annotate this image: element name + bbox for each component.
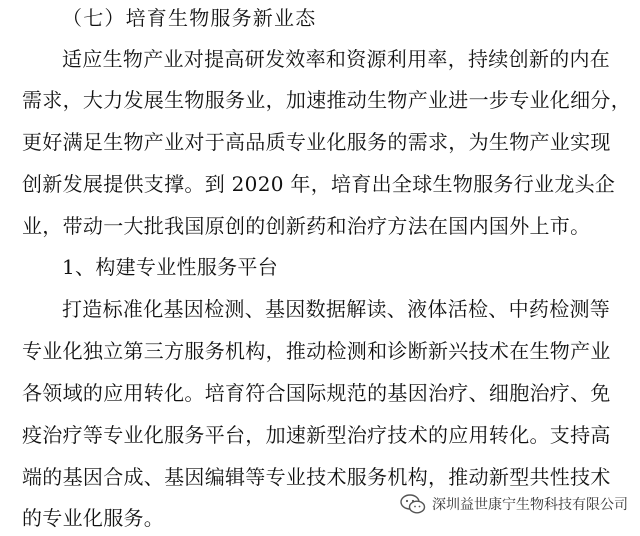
section-heading: （七）培育生物服务新业态 (62, 6, 317, 30)
wechat-icon (400, 494, 426, 514)
paragraph2-line-5: 端的基因合成、基因编辑等专业技术服务机构，推动新型共性技术 (22, 465, 611, 489)
paragraph1-line-1: 适应生物产业对提高研发效率和资源利用率，持续创新的内在 (62, 47, 611, 71)
paragraph2-line-4: 疫治疗等专业化服务平台，加速新型治疗技术的应用转化。支持高 (22, 423, 611, 447)
paragraph1-line-2: 需求，大力发展生物服务业，加速推动生物产业进一步专业化细分， (22, 88, 631, 112)
watermark-text: 深圳益世康宁生物科技有限公司 (432, 497, 628, 513)
watermark (400, 494, 628, 514)
paragraph2-line-6: 的专业化服务。 (22, 506, 165, 530)
paragraph2-line-1: 打造标准化基因检测、基因数据解读、液体活检、中药检测等 (62, 297, 611, 321)
paragraph1-line-5: 业，带动一大批我国原创的创新药和治疗方法在国内国外上市。 (22, 214, 591, 238)
paragraph2-line-3: 各领域的应用转化。培育符合国际规范的基因治疗、细胞治疗、免 (22, 381, 611, 405)
paragraph1-line-4: 创新发展提供支撑。到 2020 年，培育出全球生物服务行业龙头企 (22, 172, 616, 196)
paragraph2-line-2: 专业化独立第三方服务机构，推动检测和诊断新兴技术在生物产业 (22, 339, 611, 363)
subheading: 1、构建专业性服务平台 (62, 255, 279, 279)
paragraph1-line-3: 更好满足生物产业对于高品质专业化服务的需求，为生物产业实现 (22, 130, 611, 154)
